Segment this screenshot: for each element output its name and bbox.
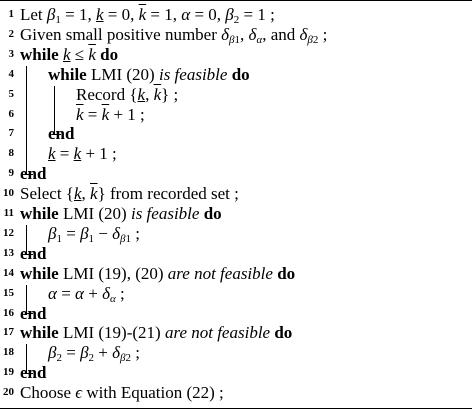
line-number: 3: [8, 47, 14, 60]
line-number: 6: [8, 107, 14, 120]
line-content: $\beta_2 = \beta_2 + \delta_{\beta 2}$ ;: [48, 343, 140, 365]
line-number: 19: [3, 366, 14, 379]
line-number: 18: [3, 346, 14, 359]
block-bar-end: [54, 134, 61, 135]
line-content: [20, 323, 292, 343]
line-content: end: [20, 243, 47, 263]
line-number: 20: [3, 386, 14, 399]
line-number: 14: [3, 266, 14, 279]
block-bar-end: [26, 313, 33, 314]
line-number: 12: [3, 226, 14, 239]
line-content: Given small positive number $\delta_{\beta 1}$, $\delta_\alpha$, and $\delta_{\beta 2}$ ;: [20, 24, 328, 46]
line-content: Record {k, $\overline{k}$} ;: [76, 84, 179, 104]
line-content: Choose ϵ with Equation (22) ;: [20, 383, 224, 403]
block-bar: [54, 86, 55, 135]
block-bar: [26, 344, 27, 373]
block-bar-end: [26, 373, 33, 374]
line-number: 9: [8, 167, 14, 180]
block-bar-end: [26, 254, 33, 255]
line-content: end: [20, 164, 47, 184]
block-bar: [26, 66, 27, 174]
line-content: end: [20, 303, 47, 323]
line-content: k = k + 1 ;: [48, 144, 117, 164]
line-number: 5: [8, 87, 14, 100]
line-number: 15: [3, 286, 14, 299]
while-keyword: while: [20, 323, 59, 343]
do-keyword: do: [274, 323, 293, 343]
line-number: 1: [8, 8, 14, 20]
line-content: Let $\beta_1 = 1$, k = 0, $\overline{k} = 1$, α = 0, $\beta_2 = 1$ ;: [20, 5, 275, 26]
end-keyword: end: [20, 363, 47, 383]
line-content: $\beta_1 = \beta_1 - \delta_{\beta 1}$ ;: [48, 223, 140, 245]
equation-ref: with Equation (22) ;: [86, 383, 224, 403]
block-bar: [26, 285, 27, 314]
choose-word: Choose: [20, 383, 71, 403]
line-number: 16: [3, 306, 14, 319]
line-number: 17: [3, 326, 14, 339]
line-content: while LMI (20) is feasible do: [20, 204, 222, 223]
line-number: 13: [3, 246, 14, 259]
line-content: Select {k, $\overline{k}$} from recorded set ;: [20, 184, 239, 204]
line-number: 10: [3, 187, 14, 200]
line-number: 7: [8, 127, 14, 140]
line-number: 4: [8, 67, 14, 80]
line-number: 11: [3, 207, 14, 219]
feasibility-note: are not feasible: [164, 323, 271, 343]
block-bar: [26, 225, 27, 254]
line-number: 2: [8, 27, 14, 40]
line-content: while LMI (19), (20) are not feasible do: [20, 263, 296, 283]
lmi-ref: LMI (19)-(21): [62, 323, 161, 343]
line-content: while LMI (20) is feasible do: [48, 64, 250, 84]
block-bar-end: [26, 174, 33, 175]
line-number: 8: [8, 147, 14, 160]
line-content: end: [48, 124, 75, 144]
line-content: $\alpha = \alpha + \delta_\alpha$ ;: [48, 283, 125, 305]
line-content: while $k \le \overline{k}$ do: [20, 44, 119, 64]
line-content: $\overline{k} = \overline{k} + 1$ ;: [76, 104, 145, 124]
line-content: [20, 363, 46, 383]
